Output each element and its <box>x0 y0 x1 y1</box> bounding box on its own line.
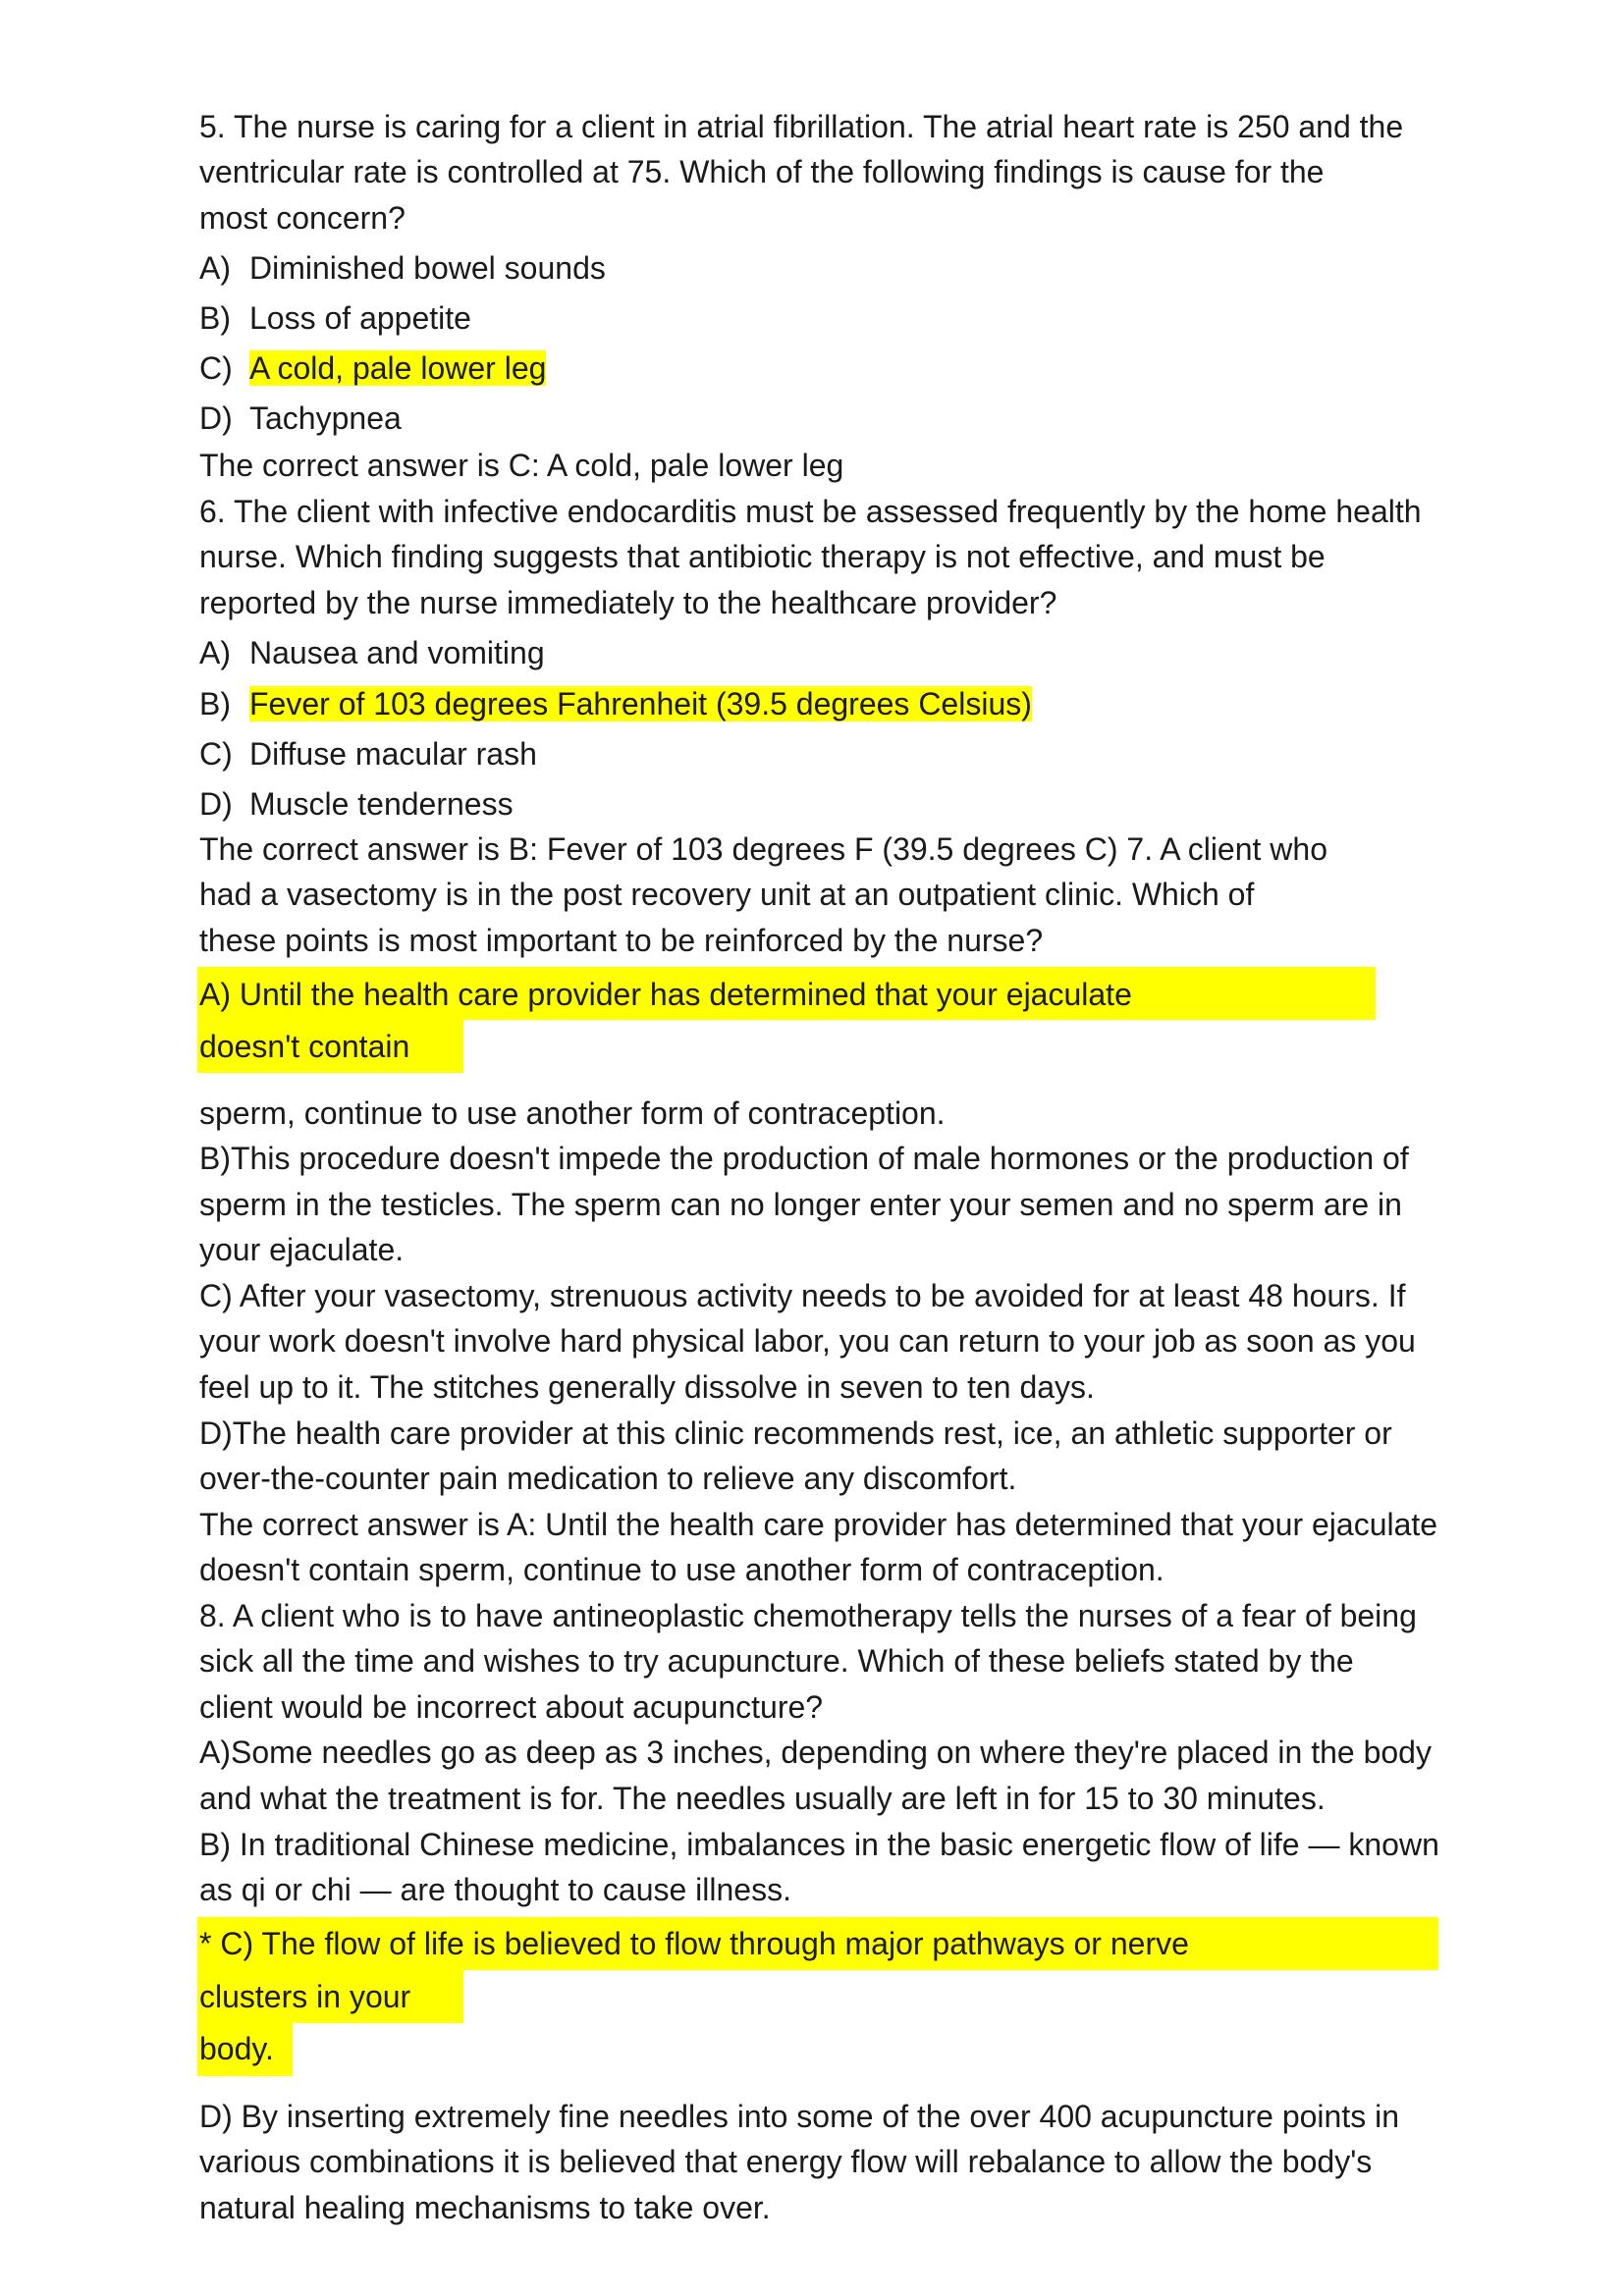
q5-correct-answer: The correct answer is C: A cold, pale lower leg <box>199 448 844 483</box>
q6-option-a-text: Nausea and vomiting <box>249 635 545 670</box>
q5-stem-line-3: most concern? <box>199 200 406 236</box>
q6-option-b-highlight: Fever of 103 degrees Fahrenheit (39.5 degrees Celsius) <box>249 686 1032 721</box>
q6-option-d-letter: D) <box>199 786 233 822</box>
q7-correct-answer-line-1: The correct answer is A: Until the health care provider has determined that your ejaculate <box>199 1507 1438 1542</box>
q6-stem-line-2: nurse. Which finding suggests that antibiotic therapy is not effective, and must be <box>199 539 1326 574</box>
q8-option-a-line-2: and what the treatment is for. The needles usually are left in for 15 to 30 minutes. <box>199 1781 1326 1816</box>
q5-option-d-text: Tachypnea <box>249 400 402 436</box>
q8-option-c-line-1: * C) The flow of life is believed to flow through major pathways or nerve <box>199 1926 1189 1961</box>
q7-option-b-line-3: your ejaculate. <box>199 1232 405 1267</box>
q6-option-b-letter: B) <box>199 686 231 721</box>
q8-option-b-line-1: B) In traditional Chinese medicine, imbalances in the basic energetic flow of life — known <box>199 1827 1439 1862</box>
q8-stem-line-3: client would be incorrect about acupuncture? <box>199 1689 824 1725</box>
q8-option-c-line-2: clusters in your <box>199 1979 411 2014</box>
q7-option-a-line-1: A) Until the health care provider has determined that your ejaculate <box>199 977 1132 1012</box>
q6-stem-line-1: 6. The client with infective endocarditis must be assessed frequently by the home health <box>199 494 1422 529</box>
q6-option-c-letter: C) <box>199 736 233 772</box>
q7-option-a-line-2: doesn't contain <box>199 1029 410 1064</box>
q8-option-c-line-3: body. <box>199 2031 274 2066</box>
q6-option-d-text: Muscle tenderness <box>249 786 514 822</box>
q7-correct-answer-line-2: doesn't contain sperm, continue to use another form of contraception. <box>199 1552 1164 1587</box>
q8-option-a-line-1: A)Some needles go as deep as 3 inches, depending on where they're placed in the body <box>199 1735 1432 1770</box>
q6-stem-line-3: reported by the nurse immediately to the healthcare provider? <box>199 585 1057 620</box>
q7-option-c-line-2: your work doesn't involve hard physical labor, you can return to your job as soon as you <box>199 1323 1416 1359</box>
q5-option-a-letter: A) <box>199 250 231 286</box>
q7-option-b-line-2: sperm in the testicles. The sperm can no longer enter your semen and no sperm are in <box>199 1187 1402 1222</box>
q5-option-c-highlight: A cold, pale lower leg <box>249 350 547 386</box>
q5-option-b-text: Loss of appetite <box>249 300 471 336</box>
q5-option-c-text <box>249 346 546 391</box>
q8-option-b-line-2: as qi or chi — are thought to cause illness. <box>199 1872 791 1907</box>
q8-stem-line-2: sick all the time and wishes to try acupuncture. Which of these beliefs stated by the <box>199 1643 1354 1679</box>
q8-option-d-line-3: natural healing mechanisms to take over. <box>199 2190 771 2225</box>
q7-intro-line-2: had a vasectomy is in the post recovery unit at an outpatient clinic. Which of <box>199 877 1255 912</box>
q7-option-a-line-3: sperm, continue to use another form of contraception. <box>199 1095 946 1131</box>
q6-option-c-text: Diffuse macular rash <box>249 736 537 772</box>
q8-option-d-line-2: various combinations it is believed that energy flow will rebalance to allow the body's <box>199 2144 1373 2179</box>
q8-option-d-line-1: D) By inserting extremely fine needles into some of the over 400 acupuncture points in <box>199 2099 1399 2134</box>
q6-option-b-text <box>249 681 1032 726</box>
q7-option-d-line-2: over-the-counter pain medication to relieve any discomfort. <box>199 1461 1017 1496</box>
q7-option-c-line-1: C) After your vasectomy, strenuous activity needs to be avoided for at least 48 hours. If <box>199 1278 1406 1313</box>
q5-option-c-letter: C) <box>199 350 233 386</box>
q5-option-d-letter: D) <box>199 400 233 436</box>
q5-option-b-letter: B) <box>199 300 231 336</box>
q5-option-a-text: Diminished bowel sounds <box>249 250 606 286</box>
q8-stem-line-1: 8. A client who is to have antineoplastic chemotherapy tells the nurses of a fear of being <box>199 1598 1417 1633</box>
q7-option-c-line-3: feel up to it. The stitches generally dissolve in seven to ten days. <box>199 1369 1095 1405</box>
q7-option-d-line-1: D)The health care provider at this clinic recommends rest, ice, an athletic supporter or <box>199 1415 1392 1451</box>
q7-intro-line-3: these points is most important to be reinforced by the nurse? <box>199 923 1044 958</box>
q5-stem-line-1: 5. The nurse is caring for a client in atrial fibrillation. The atrial heart rate is 250 and the <box>199 109 1404 144</box>
q6-option-a-letter: A) <box>199 635 231 670</box>
q5-stem-line-2: ventricular rate is controlled at 75. Which of the following findings is cause for the <box>199 154 1325 189</box>
q7-option-b-line-1: B)This procedure doesn't impede the production of male hormones or the production of <box>199 1141 1409 1176</box>
q7-intro-line-1: The correct answer is B: Fever of 103 degrees F (39.5 degrees C) 7. A client who <box>199 831 1327 867</box>
